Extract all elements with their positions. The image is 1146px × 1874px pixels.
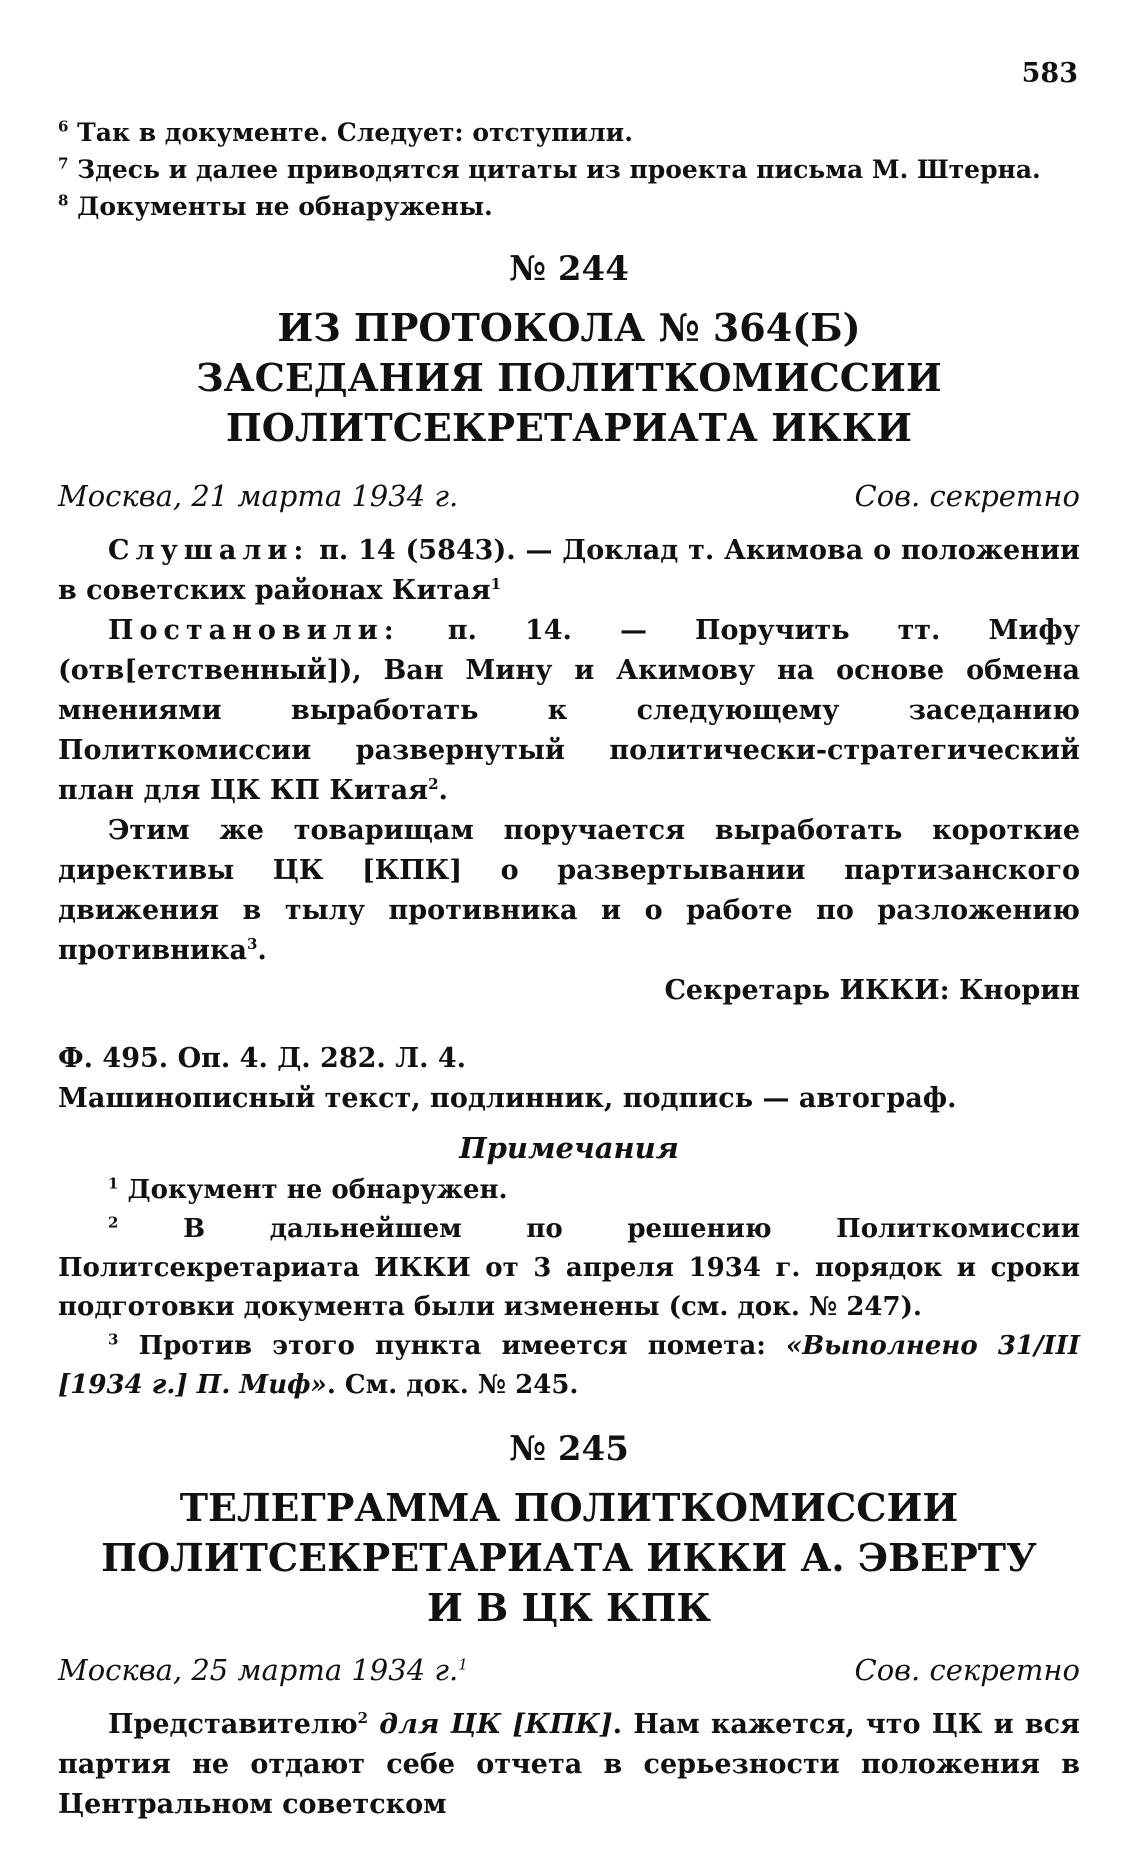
page-number: 583 bbox=[1021, 58, 1078, 89]
doc-245-meta bbox=[58, 1653, 1080, 1687]
doc-245-title: ТЕЛЕГРАММА ПОЛИТКОМИССИИ ПОЛИТСЕКРЕТАРИАТА ИККИ А. ЭВЕРТУ И В ЦК КПК bbox=[101, 1485, 1037, 1630]
note-3: $^3$ Против этого пункта имеется помета: «Выполнено 31/III [1934 г.] П. Миф». См. док. № 245. bbox=[58, 1330, 1080, 1400]
resolved-paragraph: Постановили: п. 14. — Поручить тт. Мифу (отв[етственный]), Ван Мину и Акимову на основе обмена мнениями выработать к следующему заседанию Политкомиссии развернутый политически-стратегический план для ЦК КП Китая$^2$. bbox=[58, 615, 1080, 806]
doc-245-number: № 245 bbox=[509, 1429, 629, 1469]
signature: Секретарь ИККИ: Кнорин bbox=[664, 975, 1080, 1006]
footnote-7: $^7$ Здесь и далее приводятся цитаты из проекта письма М. Штерна. bbox=[58, 154, 1041, 184]
heard-paragraph: Слушали: п. 14 (5843). — Доклад т. Акимова о положении в советских районах Китая$^1$ bbox=[58, 535, 1080, 606]
doc-244-place-date: Москва, 21 марта 1934 г. bbox=[58, 479, 459, 513]
notes-heading: Примечания bbox=[459, 1131, 679, 1165]
telegram-body: Представителю$^2$ для ЦК [КПК]. Нам кажется, что ЦК и вся партия не отдают себе отчета в серьезности положения в Центральном советском bbox=[58, 1709, 1080, 1820]
note-1: $^1$ Документ не обнаружен. bbox=[108, 1174, 508, 1205]
footnote-6: $^6$ Так в документе. Следует: отступили. bbox=[58, 117, 633, 147]
doc-244-title: ИЗ ПРОТОКОЛА № 364(Б) ЗАСЕДАНИЯ ПОЛИТКОМИССИИ ПОЛИТСЕКРЕТАРИАТА ИККИ bbox=[196, 305, 942, 450]
directive-paragraph: Этим же товарищам поручается выработать короткие директивы ЦК [КПК] о развертывании партизанского движения в тылу противника и о работе по разложению противника$^3$. bbox=[58, 815, 1080, 966]
footnote-8: $^8$ Документы не обнаружены. bbox=[58, 191, 493, 221]
doc-244-number: № 244 bbox=[509, 249, 629, 289]
doc-244-meta bbox=[58, 479, 1080, 513]
doc-245-place-date: Москва, 25 марта 1934 г.$^1$ bbox=[58, 1653, 468, 1687]
archive-reference: Ф. 495. Оп. 4. Д. 282. Л. 4. Машинописный текст, подлинник, подпись — автограф. bbox=[58, 1043, 957, 1114]
note-2: $^2$ В дальнейшем по решению Политкомиссии Политсекретариата ИККИ от 3 апреля 1934 г. порядок и сроки подготовки документа были изменены (см. док. № 247). bbox=[58, 1213, 1080, 1322]
doc-245-classification: Сов. секретно bbox=[854, 1653, 1080, 1687]
doc-244-classification: Сов. секретно bbox=[854, 479, 1080, 513]
